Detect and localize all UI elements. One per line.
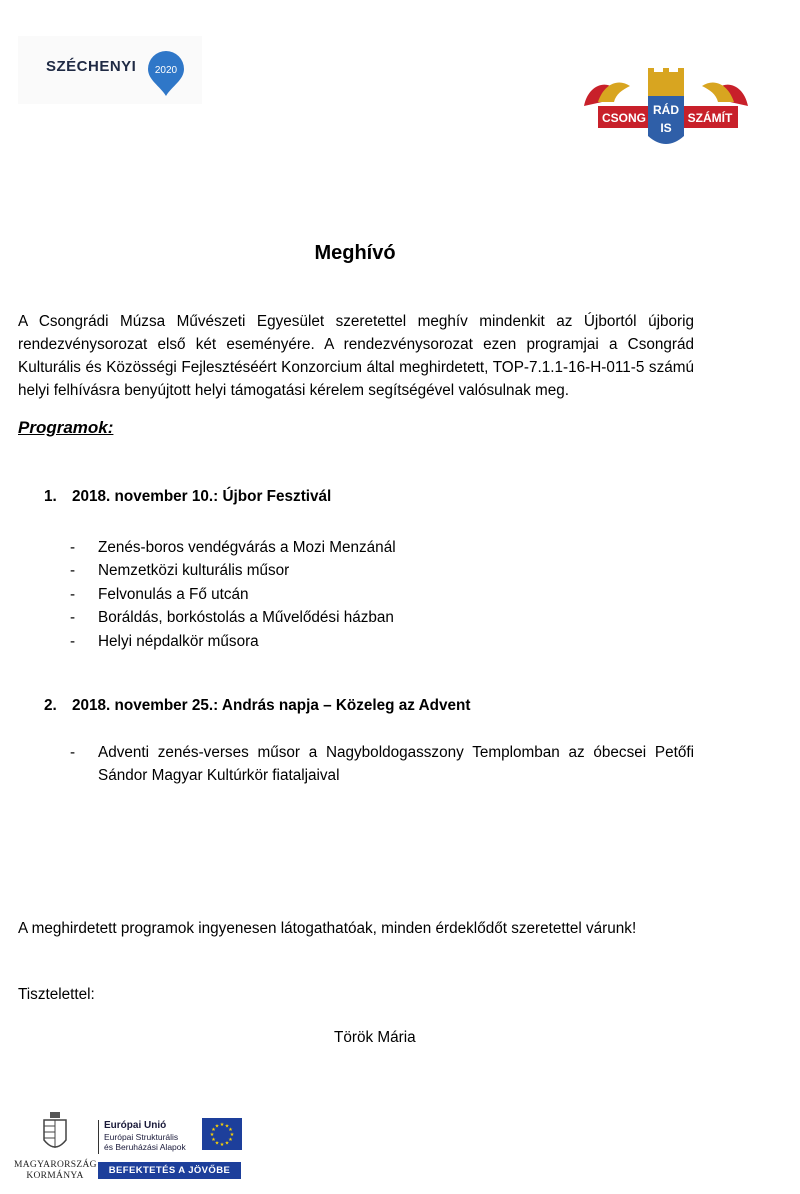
list-item-text: Adventi zenés-verses műsor a Nagyboldogasszony Templomban az óbecsei Petőfi Sándor Magyar Kultúrkör fiataljaival [98,744,694,785]
eu-subtitle-line-2: és Beruházási Alapok [104,1142,186,1152]
eu-flag-icon [202,1118,242,1150]
eu-funds-logo [98,1118,244,1182]
intro-paragraph: A Csongrádi Múzsa Művészeti Egyesület szeretettel meghív mindenkit az Újbortól újborig rendezvénysorozat első két eseményére. A rendezvénysorozat ezen programjai a Csongrád Kulturális és Közösségi Fejlesztéséért Konzorcium által meghirdetett, TOP-7.1.1-16-H-011-5 számú helyi felhívásra benyújtott helyi támogatási kérelem segítségével valósulnak meg. [18,313,694,399]
list-dash: - [70,562,76,580]
svg-text:★: ★ [224,1123,230,1130]
coat-of-arms-icon [14,1110,96,1158]
csongrad-logo-mid-bottom-text: IS [660,121,672,135]
list-item [70,559,694,582]
szechenyi-year: 2020 [154,65,178,76]
list-dash: - [70,609,76,627]
svg-text:★: ★ [211,1127,216,1133]
list-dash: - [70,744,76,761]
kormany-line-1: MAGYARORSZÁG [14,1160,97,1170]
programs-heading: Programok: [18,418,114,437]
page-title: Meghívó [314,242,396,264]
eu-banner: BEFEKTETÉS A JÖVŐBE [98,1162,241,1179]
list-dash: - [70,632,76,650]
list-item [70,741,694,788]
list-item [70,583,694,606]
szechenyi-2020-logo [18,36,202,104]
eu-subtitle [104,1132,204,1152]
list-dash: - [70,585,76,603]
list-item-text: Nemzetközi kulturális műsor [98,562,290,580]
divider [98,1120,99,1154]
svg-text:★: ★ [228,1127,233,1133]
program-2-list [70,741,694,788]
svg-text:★: ★ [229,1132,235,1138]
svg-text:★: ★ [219,1122,225,1128]
list-item-text: Felvonulás a Fő utcán [98,585,249,603]
svg-text:★: ★ [224,1140,230,1147]
kormany-line-2: KORMÁNYA [26,1171,84,1181]
svg-text:★: ★ [228,1137,233,1143]
list-item [70,606,694,629]
program-2-title [44,697,470,715]
closing-text: A meghirdetett programok ingyenesen látogathatóak, minden érdeklődőt szeretettel várunk! [18,920,637,937]
list-item-text: Boráldás, borkóstolás a Művelődési házban [98,609,394,627]
program-2-title-text: 2018. november 25.: András napja – Közeleg az Advent [72,697,471,714]
program-1-title [44,488,331,506]
csongrad-is-szamit-logo [578,66,754,154]
program-2-number: 2. [44,697,57,714]
svg-text:★: ★ [214,1123,220,1130]
eu-title: Európai Unió [104,1120,167,1131]
program-1-number: 1. [44,488,57,505]
list-item-text: Helyi népdalkör műsora [98,632,259,650]
greeting-text: Tisztelettel: [18,986,95,1003]
svg-text:★: ★ [219,1142,225,1148]
location-pin-icon [142,50,190,98]
hungarian-government-logo [14,1110,96,1184]
szechenyi-logo-text: SZÉCHENYI [46,58,137,75]
list-item-text: Zenés-boros vendégvárás a Mozi Menzánál [98,539,396,556]
svg-text:★: ★ [214,1140,220,1147]
list-item [70,536,694,559]
svg-text:★: ★ [209,1132,215,1138]
csongrad-logo-left-text: CSONG [601,111,647,125]
list-item [70,630,694,653]
list-dash: - [70,539,76,556]
svg-text:★: ★ [211,1137,216,1143]
program-1-title-text: 2018. november 10.: Újbor Fesztivál [72,488,332,505]
program-1-list [70,536,694,653]
eu-subtitle-line-1: Európai Strukturális [104,1132,179,1142]
csongrad-logo-mid-top-text: RÁD [653,103,679,117]
csongrad-logo-right-text: SZÁMÍT [687,111,733,125]
signature: Török Mária [334,1029,416,1046]
